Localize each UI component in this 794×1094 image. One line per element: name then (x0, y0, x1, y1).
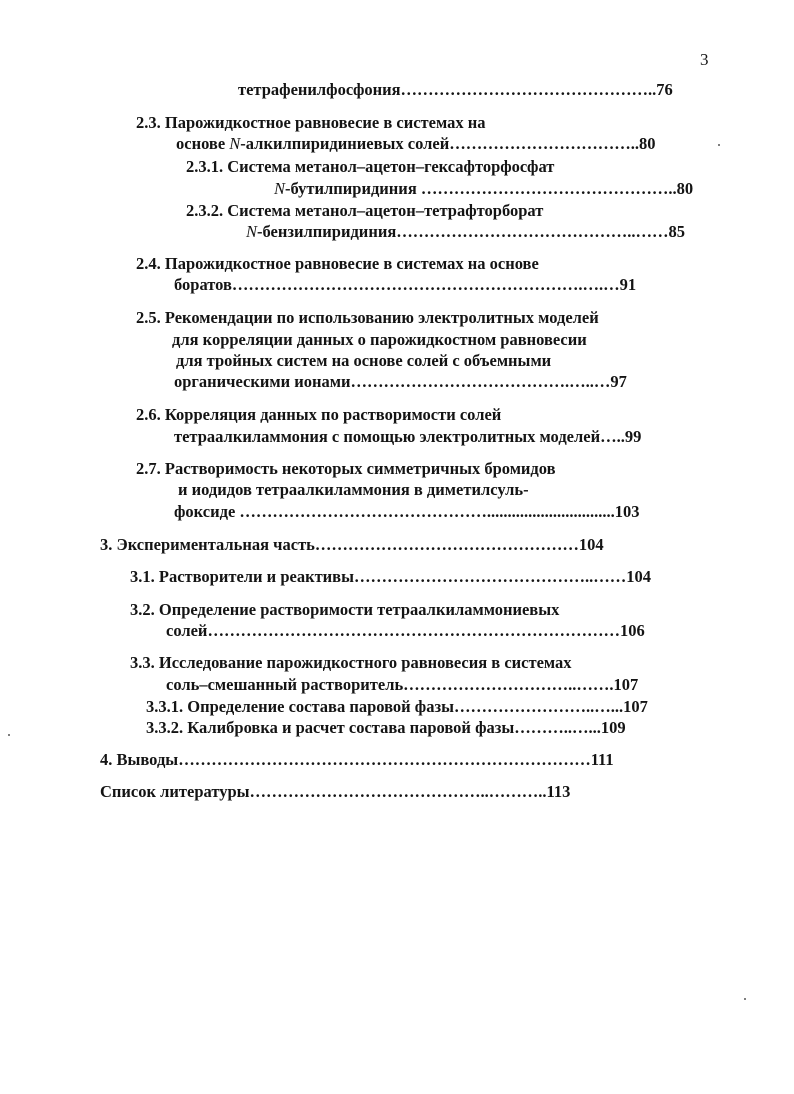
toc-2-5-title-cont-2: для тройных систем на основе солей с объемными (176, 351, 552, 370)
toc-2-4-title: 2.4. Парожидкостное равновесие в системах на основе (136, 254, 539, 273)
toc-2-6-title: 2.6. Корреляция данных по растворимости солей (136, 405, 502, 424)
toc-3-title (100, 535, 604, 555)
toc-2-3-1-title: 2.3.1. Система метанол–ацетон–гексафторфосфат (186, 157, 555, 176)
toc-2-6-title-cont: тетраалкиламмония с помощью электролитных моделей…..99 (174, 427, 642, 446)
toc-3-1-title: 3.1. Растворители и реактивы……………………………………..……104 (130, 567, 651, 586)
toc-3-2-title-cont: солей…………………………………………………………………106 (166, 621, 645, 640)
toc-3-3-1-title: 3.3.1. Определение состава паровой фазы……………………..…...107 (146, 697, 648, 716)
toc-3-3-title-cont: соль–смешанный растворитель…………………………..…….107 (166, 675, 639, 694)
toc-3-3-title: 3.3. Исследование парожидкостного равновесия в системах (130, 653, 572, 672)
toc-2-5-title: 2.5. Рекомендации по использованию электролитных моделей (136, 308, 599, 327)
toc-2-3-2-title: 2.3.2. Система метанол–ацетон–тетрафторборат (186, 201, 544, 220)
toc-3-2-title: 3.2. Определение растворимости тетраалкиламмониевых (130, 600, 560, 619)
toc-2-7-title-cont-2: фоксиде ………………………………………...............................103 (174, 502, 640, 521)
toc-3-3-2-title: 3.3.2. Калибровка и расчет состава паровой фазы………..…...109 (146, 718, 626, 737)
toc-2-7-title: 2.7. Растворимость некоторых симметричных бромидов (136, 459, 556, 478)
toc-2-2-continuation: тетрафенилфосфония………………………………………..76 (238, 80, 673, 99)
toc-2-3-2-title-cont: N-бензилпиридиния……………………………………..……85 (246, 222, 686, 241)
toc-2-3-1-title-cont: N-бутилпиридиния ………………………………………..80 (274, 179, 694, 198)
toc-2-5-title-cont-1: для корреляции данных о парожидкостном равновесии (172, 330, 587, 349)
toc-references-title: Список литературы……………………………………..………..113 (100, 782, 571, 801)
toc-2-3-title-cont: основе N-алкилпиридиниевых солей……………………………..80 (176, 134, 656, 153)
toc-4-title: 4. Выводы…………………………………………………………………111 (100, 750, 614, 769)
scan-speck (744, 998, 746, 1000)
scan-speck (8, 734, 10, 736)
toc-2-7-title-cont-1: и иодидов тетраалкиламмония в диметилсуль- (178, 480, 529, 499)
toc-2-5-title-cont-3: органическими ионами………………………………….…..…97 (174, 372, 627, 391)
toc-3-text: 3. Экспериментальная часть…………………………………………104 (100, 535, 604, 554)
page-number: 3 (700, 50, 709, 69)
toc-2-4-title-cont: боратов……………………………………………………….….…91 (174, 275, 637, 294)
toc-2-3-title: 2.3. Парожидкостное равновесие в системах на (136, 113, 486, 132)
scan-speck (718, 144, 720, 146)
